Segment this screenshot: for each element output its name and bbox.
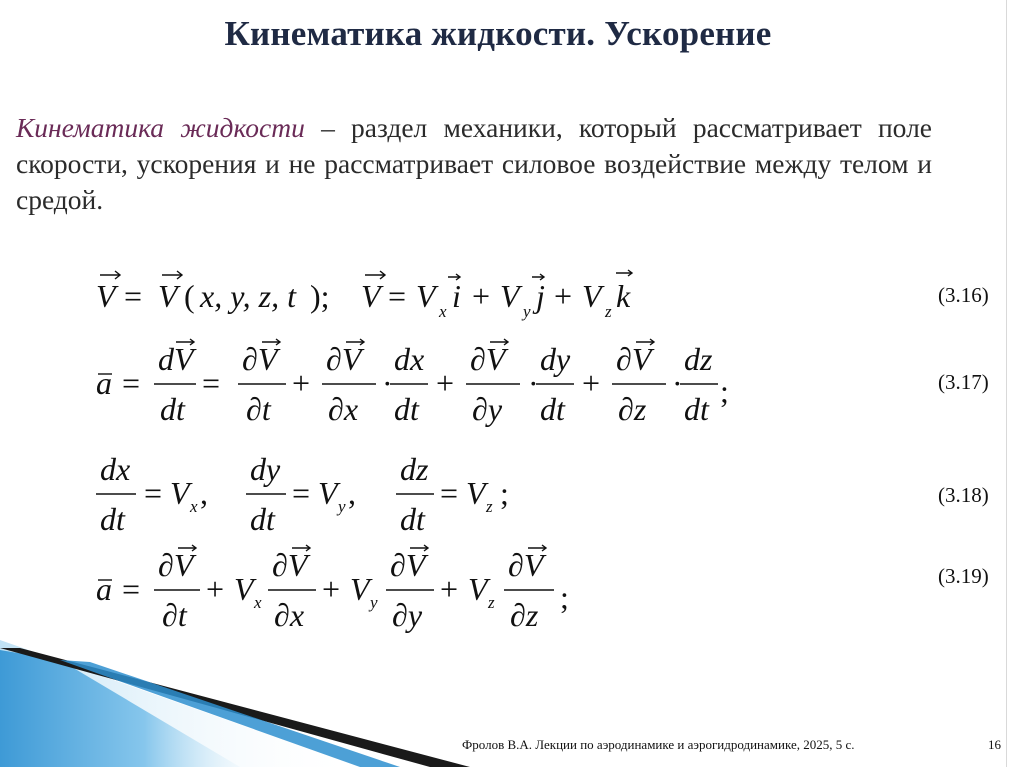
svg-text:+: + [554, 278, 573, 314]
svg-text:dt: dt [540, 391, 565, 427]
svg-text:z: z [605, 302, 612, 321]
svg-text:;: ; [720, 373, 729, 409]
formula-3-19 [96, 542, 596, 642]
svg-text:x: x [254, 593, 262, 612]
svg-text:∂z: ∂z [618, 391, 647, 427]
svg-text:;: ; [560, 579, 569, 615]
equation-number-3-18: (3.18) [938, 483, 989, 507]
svg-text:V: V [96, 278, 116, 314]
svg-text:V: V [234, 571, 254, 607]
svg-text:=: = [440, 475, 459, 511]
svg-text:V: V [466, 475, 486, 511]
svg-text:∂V: ∂V [390, 547, 426, 583]
svg-text:dt: dt [684, 391, 709, 427]
formula-3-16 [96, 265, 656, 325]
svg-text:k: k [616, 278, 631, 314]
svg-text:y: y [523, 302, 531, 321]
svg-text:∂t: ∂t [246, 391, 271, 427]
svg-text:+: + [292, 365, 311, 401]
svg-text:i: i [452, 278, 461, 314]
svg-text:∂y: ∂y [472, 391, 503, 427]
svg-text:V: V [158, 278, 178, 314]
svg-text:∂V: ∂V [242, 341, 278, 377]
svg-text:(: ( [184, 278, 195, 314]
svg-text:=: = [202, 365, 221, 401]
svg-text:∂z: ∂z [510, 597, 539, 633]
page-number: 16 [988, 737, 1001, 752]
equation-number-3-19: (3.19) [938, 564, 989, 588]
svg-text:·: · [672, 365, 683, 401]
svg-text:∂V: ∂V [326, 341, 362, 377]
svg-text:∂V: ∂V [158, 547, 194, 583]
svg-text:z: z [486, 497, 493, 516]
svg-text:V: V [170, 475, 190, 511]
svg-text:V: V [582, 278, 602, 314]
svg-text:+: + [582, 365, 601, 401]
svg-text:dt: dt [250, 501, 275, 537]
svg-text:+: + [322, 571, 341, 607]
equation-number-3-16: (3.16) [938, 283, 989, 307]
svg-text:·: · [382, 365, 393, 401]
svg-text:dx: dx [394, 341, 425, 377]
svg-text:V: V [350, 571, 370, 607]
svg-text:V: V [468, 571, 488, 607]
svg-text:dt: dt [394, 391, 419, 427]
svg-text:=: = [122, 571, 141, 607]
svg-text:);: ); [310, 278, 330, 314]
svg-text:x, y, z, t: x, y, z, t [200, 278, 296, 314]
svg-text:dV: dV [158, 341, 194, 377]
svg-text:∂V: ∂V [272, 547, 308, 583]
svg-text:+: + [440, 571, 459, 607]
svg-text:+: + [436, 365, 455, 401]
svg-text:∂t: ∂t [162, 597, 187, 633]
svg-text:j: j [536, 278, 545, 314]
svg-text:dx: dx [100, 451, 131, 487]
svg-text:dt: dt [100, 501, 125, 537]
svg-text:+: + [472, 278, 491, 314]
svg-text:a: a [96, 365, 112, 401]
svg-text:∂V: ∂V [616, 341, 652, 377]
footer-citation: Фролов В.А. Лекции по аэродинамике и аэрогидродинамике, 2025, 5 с. [462, 737, 855, 752]
svg-text:,: , [200, 475, 208, 511]
svg-text:dy: dy [540, 341, 571, 377]
svg-text:∂x: ∂x [274, 597, 305, 633]
formula-3-18 [96, 446, 526, 542]
slide-title: Кинематика жидкости. Ускорение [224, 14, 772, 53]
svg-text:dt: dt [160, 391, 185, 427]
formula-3-17 [96, 336, 736, 432]
svg-text:x: x [190, 497, 198, 516]
svg-text:=: = [124, 278, 143, 314]
svg-text:∂V: ∂V [508, 547, 544, 583]
svg-text:V: V [318, 475, 338, 511]
svg-text:·: · [528, 365, 539, 401]
svg-text:y: y [338, 497, 346, 516]
definition-term: Кинематика жидкости [16, 112, 305, 143]
svg-text:∂y: ∂y [392, 597, 423, 633]
svg-text:;: ; [500, 475, 509, 511]
svg-text:,: , [348, 475, 356, 511]
svg-text:V: V [500, 278, 520, 314]
svg-text:a: a [96, 571, 112, 607]
svg-text:x: x [439, 302, 447, 321]
svg-text:=: = [292, 475, 311, 511]
svg-text:V: V [361, 278, 381, 314]
svg-text:V: V [416, 278, 436, 314]
svg-text:dz: dz [684, 341, 713, 377]
svg-text:=: = [144, 475, 163, 511]
equation-number-3-17: (3.17) [938, 370, 989, 394]
svg-text:y: y [370, 593, 378, 612]
definition-paragraph [16, 110, 932, 218]
svg-text:dt: dt [400, 501, 425, 537]
svg-text:dy: dy [250, 451, 281, 487]
svg-text:z: z [488, 593, 495, 612]
svg-text:=: = [388, 278, 407, 314]
svg-text:+: + [206, 571, 225, 607]
definition-text: – раздел механики, который рассматривает поле скорости, ускорения и не рассматривает силовое воздействие между телом и средой. [16, 112, 933, 215]
svg-text:dz: dz [400, 451, 429, 487]
svg-text:∂x: ∂x [328, 391, 359, 427]
svg-text:=: = [122, 365, 141, 401]
svg-text:∂V: ∂V [470, 341, 506, 377]
